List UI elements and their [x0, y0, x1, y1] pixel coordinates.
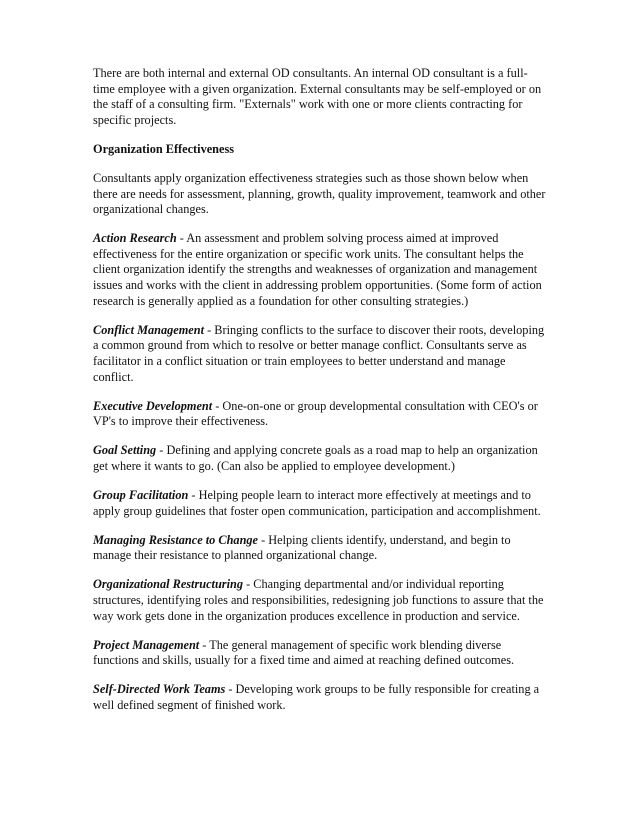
summary-paragraph: Consultants apply organization effectiveness strategies such as those shown below when there are needs for assessment, planning, growth, quality improvement, teamwork and other organizational changes. — [93, 170, 546, 217]
entry-term: Self-Directed Work Teams — [93, 682, 226, 697]
entry-term: Managing Resistance to Change — [93, 532, 259, 547]
entry-conflict-management — [93, 323, 548, 385]
entry-description: - Bringing conflicts to the surface to discover their roots, developing a common ground from which to resolve or better manage conflict. Consultants serve as facilitator in a conflict situation or train employees to better understand and manage conflict. — [93, 322, 545, 384]
entry-description: - Helping people learn to interact more effectively at meetings and to apply group guidelines that foster open communication, participation and accomplishment. — [93, 487, 541, 518]
entry-organizational-restructuring — [93, 577, 548, 624]
entry-goal-setting — [93, 443, 548, 474]
entry-action-research — [93, 231, 548, 309]
entry-self-directed-teams — [93, 682, 548, 713]
section-heading: Organization Effectiveness — [93, 141, 235, 156]
entry-description: - Developing work groups to be fully responsible for creating a well defined segment of finished work. — [93, 682, 540, 712]
entry-description: - The general management of specific work blending diverse functions and skills, usually for a fixed time and aimed at reaching defined outcomes. — [93, 637, 515, 668]
entry-term: Organizational Restructuring — [93, 577, 244, 592]
entry-description: - Changing departmental and/or individual reporting structures, identifying roles and responsibilities, redesigning job functions to assure that the way work gets done in the organization produces excellence in production and service. — [93, 577, 544, 623]
entry-description: - One-on-one or group developmental consultation with CEO's or VP's to improve their effectiveness. — [93, 398, 538, 429]
entry-term: Conflict Management — [93, 322, 205, 337]
entry-term: Executive Development — [93, 398, 213, 413]
entry-description: - An assessment and problem solving process aimed at improved effectiveness for the entire organization or specific work units. The consultant helps the client organization identify the strengths and weaknesses of organization and management issues and works with the client in addressing problem opportunities. (Some form of action research is generally applied as a foundation for other consulting strategies.) — [93, 231, 542, 308]
entry-managing-resistance — [93, 533, 548, 564]
entry-group-facilitation — [93, 488, 548, 519]
entry-description: - Helping clients identify, understand, and begin to manage their resistance to planned organizational change. — [93, 532, 511, 563]
intro-paragraph: There are both internal and external OD consultants. An internal OD consultant is a full-time employee with a given organization. External consultants may be self-employed or on the staff of a consulting firm. "Externals" work with one or more clients contracting for specific projects. — [93, 66, 542, 127]
entry-description: - Defining and applying concrete goals as a road map to help an organization get where it wants to go. (Can also be applied to employee development.) — [93, 443, 538, 473]
entry-term: Goal Setting — [93, 443, 157, 458]
entry-executive-development — [93, 399, 548, 430]
entry-term: Project Management — [93, 637, 200, 652]
entry-term: Group Facilitation — [93, 487, 189, 502]
entry-project-management — [93, 638, 548, 669]
entry-term: Action Research — [93, 231, 177, 246]
